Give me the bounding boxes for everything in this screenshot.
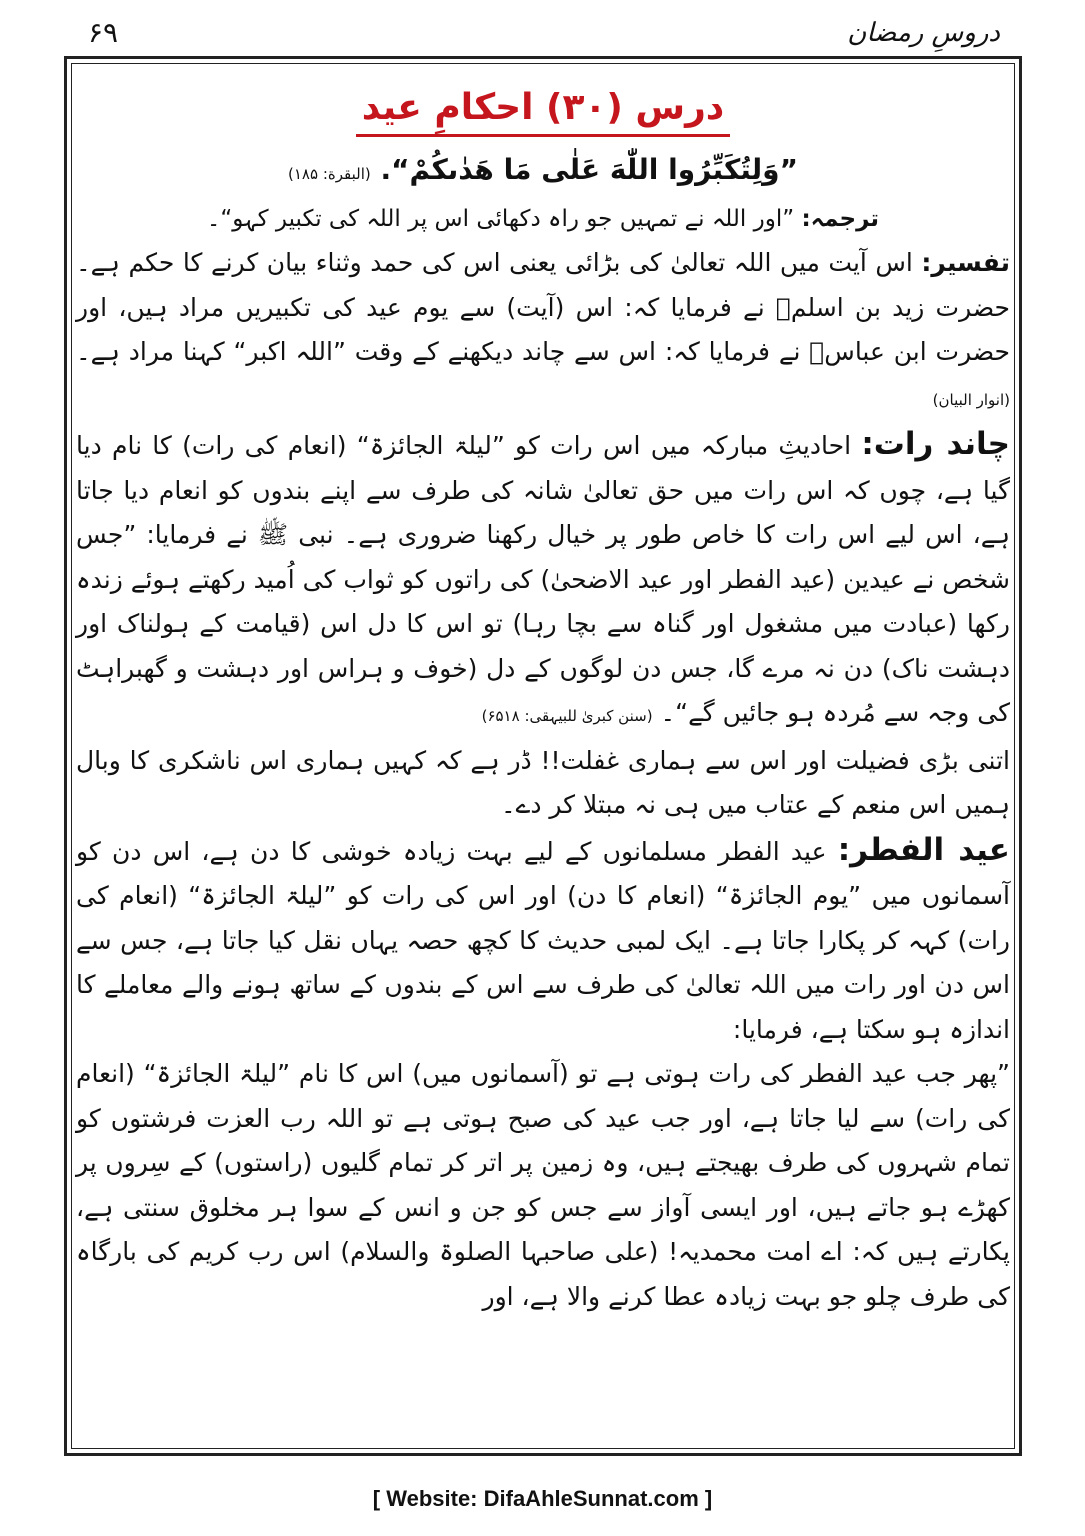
warning-paragraph [76, 739, 1010, 828]
page-content [76, 84, 1010, 1319]
eid-ul-fitr-paragraph [76, 828, 1010, 1053]
tafseer-reference: (انوار البیان) [932, 390, 1010, 409]
hadith-paragraph [76, 1052, 1010, 1319]
lesson-title: درس (۳۰) احکامِ عید [356, 84, 731, 137]
quran-verse [76, 147, 1010, 197]
book-title: دروسِ رمضان [847, 18, 1000, 48]
verse-text: ”وَلِتُكَبِّرُوا اللّٰهَ عَلٰى مَا هَدٰىكُمْ“. [380, 153, 798, 186]
verse-reference: (البقرة: ۱۸۵) [288, 165, 371, 183]
tafseer-text: اس آیت میں اللہ تعالیٰ کی بڑائی یعنی اس کی حمد وثناء بیان کرنے کا حکم ہے۔ حضرت زید بن اسلمؒ نے فرمایا کہ: اس (آیت) سے یوم عید کی تکبیریں مراد ہیں، اور حضرت ابن عباسؓ نے فرمایا کہ: اس سے چاند دیکھنے کے وقت ”اللہ اکبر“ کہنا مراد ہے۔ [76, 248, 1010, 366]
tafseer-label: تفسیر: [921, 248, 1010, 277]
chand-raat-reference: (سنن کبریٰ للبیہقی: ۶۵۱۸) [481, 707, 653, 725]
eid-ul-fitr-text: عید الفطر مسلمانوں کے لیے بہت زیادہ خوشی کا دن ہے، اس دن کو آسمانوں میں ”یوم الجائزۃ“ (انعام کا دن) اور اس کی رات کو ”لیلۃ الجائزۃ“ (انعام کی رات) کہہ کر پکارا جاتا ہے۔ ایک لمبی حدیث کا کچھ حصہ یہاں نقل کیا جاتا ہے، جس سے اس دن اور رات میں اللہ تعالیٰ کی طرف سے اس کے بندوں کے ساتھ ہونے والے معاملے کا اندازہ ہو سکتا ہے، فرمایا: [76, 836, 1010, 1044]
hadith-text: ”پھر جب عید الفطر کی رات ہوتی ہے تو (آسمانوں میں) اس کا نام ”لیلۃ الجائزۃ“ (انعام کی رات) سے لیا جاتا ہے، اور جب عید کی صبح ہوتی ہے تو اللہ رب العزت فرشتوں کو تمام شہروں کی طرف بھیجتے ہیں، وہ زمین پر اتر کر تمام گلیوں (راستوں) کے سِروں پر کھڑے ہو جاتے ہیں، اور ایسی آواز سے جس کو جن و انس کے سوا ہر مخلوق سنتی ہے، پکارتے ہیں کہ: اے امت محمدیہ! (علی صاحبہا الصلوۃ والسلام) اس رب کریم کی بارگاہ کی طرف چلو جو بہت زیادہ عطا کرنے والا ہے، اور [76, 1059, 1010, 1311]
translation-label: ترجمہ: [801, 206, 880, 232]
page-number: ۶۹ [88, 16, 119, 49]
website-footer: [ Website: DifaAhleSunnat.com ] [372, 1486, 713, 1511]
chand-raat-text: احادیثِ مبارکہ میں اس رات کو ”لیلۃ الجائزۃ“ (انعام کی رات) کا نام دیا گیا ہے، چوں کہ اس رات میں حق تعالیٰ شانہ کی طرف سے اپنے بندوں کو انعام دیا جاتا ہے، اس لیے اس رات کا خاص طور پر خیال رکھنا ضروری ہے۔ نبی ﷺ نے فرمایا: ”جس شخص نے عیدین (عید الفطر اور عید الاضحیٰ) کی راتوں کو ثواب کی اُمید رکھتے ہوئے زندہ رکھا (عبادت میں مشغول اور گناہ سے بچا رہا) تو اس کا دل اس (قیامت کے ہولناک اور دہشت ناک) دن نہ مرے گا، جس دن لوگوں کے دل (خوف و ہراس اور دہشت و گھبراہٹ کی وجہ سے مُردہ ہو جائیں گے“۔ [76, 431, 1010, 727]
translation-text: ”اور اللہ نے تمہیں جو راہ دکھائی اس پر اللہ کی تکبیر کہو“۔ [206, 206, 795, 232]
warning-text: اتنی بڑی فضیلت اور اس سے ہماری غفلت!! ڈر ہے کہ کہیں ہماری اس ناشکری کا وبال ہمیں اس منعم کے عتاب میں ہی نہ مبتلا کر دے۔ [76, 745, 1010, 819]
tafseer-paragraph [76, 241, 1010, 422]
chand-raat-heading: چاند رات: [861, 426, 1010, 462]
translation [76, 197, 1010, 241]
chand-raat-paragraph [76, 422, 1010, 739]
eid-ul-fitr-heading: عید الفطر: [837, 831, 1010, 868]
page-header [60, 14, 1020, 54]
